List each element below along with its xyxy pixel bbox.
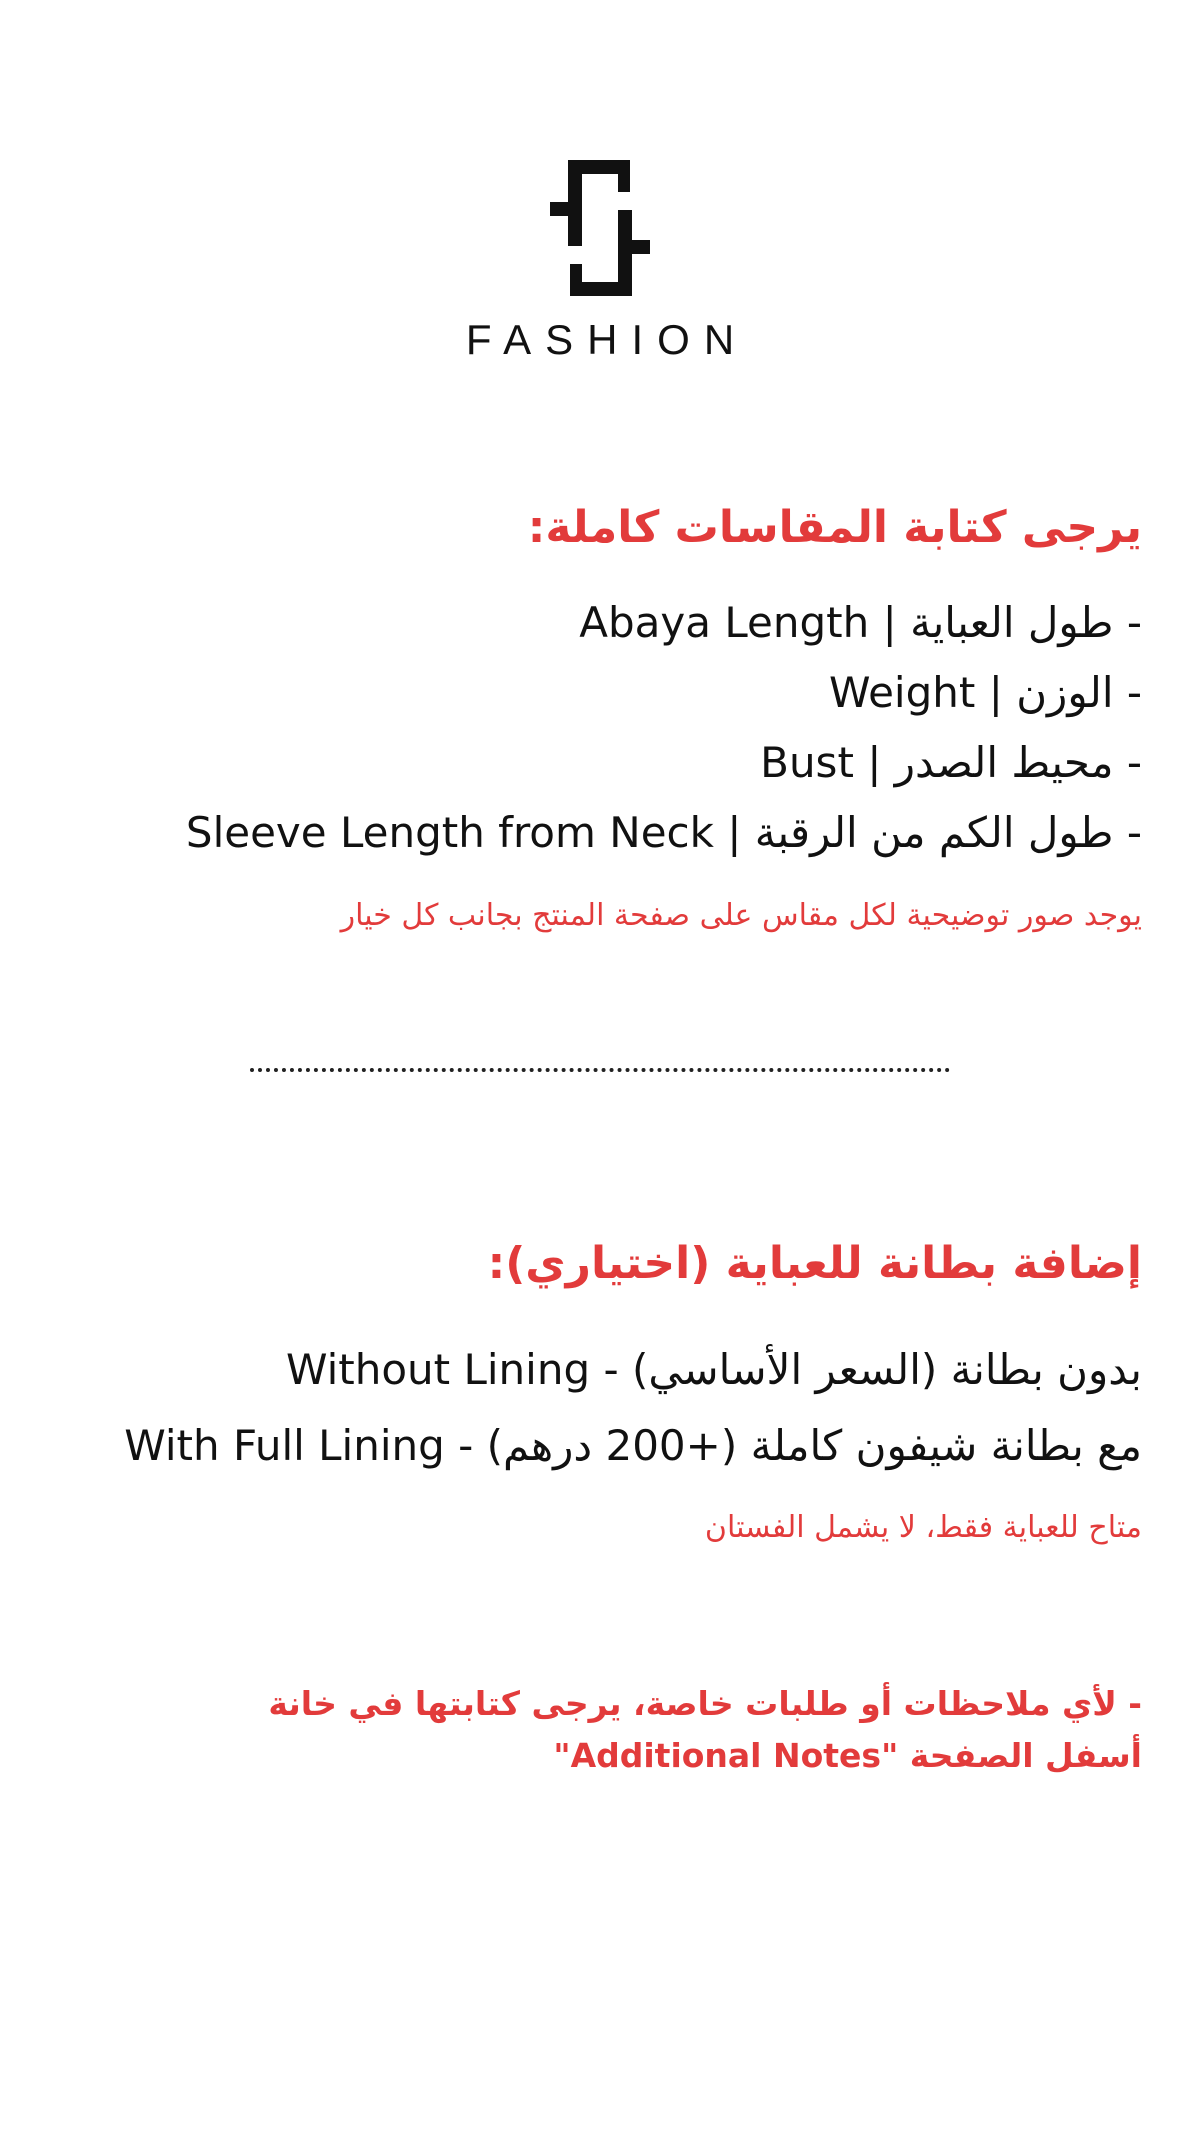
- fashion-monogram-icon: [550, 160, 650, 296]
- lining-option-with-full: With Full Lining - مع بطانة شيفون كاملة (+200 درهم): [124, 1421, 1142, 1470]
- brand-logo: [0, 160, 1200, 364]
- brand-name: FASHION: [465, 316, 749, 363]
- additional-notes-line-2: "Additional Notes" أسفل الصفحة: [553, 1736, 1142, 1775]
- measurements-section: [528, 500, 1142, 556]
- measurements-note-wrap: [341, 892, 1142, 940]
- lining-heading: إضافة بطانة للعباية (اختياري):: [487, 1238, 1142, 1289]
- additional-notes-line-1: - لأي ملاحظات أو طلبات خاصة، يرجى كتابتها في خانة: [268, 1684, 1142, 1723]
- measurement-item-sleeve-length: - طول الكم من الرقبة | Sleeve Length from Neck: [185, 808, 1142, 857]
- lining-options: [124, 1332, 1142, 1484]
- measurement-item-bust: - محيط الصدر | Bust: [760, 738, 1142, 787]
- measurement-item-weight: - الوزن | Weight: [829, 668, 1142, 717]
- additional-notes-section: [222, 1678, 1142, 1782]
- lining-note: متاح للعباية فقط، لا يشمل الفستان: [704, 1510, 1142, 1545]
- lining-note-wrap: [705, 1504, 1142, 1552]
- dotted-divider: [250, 1068, 950, 1072]
- lining-section: [488, 1236, 1142, 1292]
- measurements-note: يوجد صور توضيحية لكل مقاس على صفحة المنتج بجانب كل خيار: [340, 898, 1142, 933]
- measurements-list: [186, 588, 1142, 868]
- lining-option-without: Without Lining - بدون بطانة (السعر الأساسي): [285, 1345, 1142, 1394]
- measurement-item-abaya-length: - طول العباية | Abaya Length: [579, 598, 1142, 647]
- measurements-heading: يرجى كتابة المقاسات كاملة:: [527, 502, 1142, 553]
